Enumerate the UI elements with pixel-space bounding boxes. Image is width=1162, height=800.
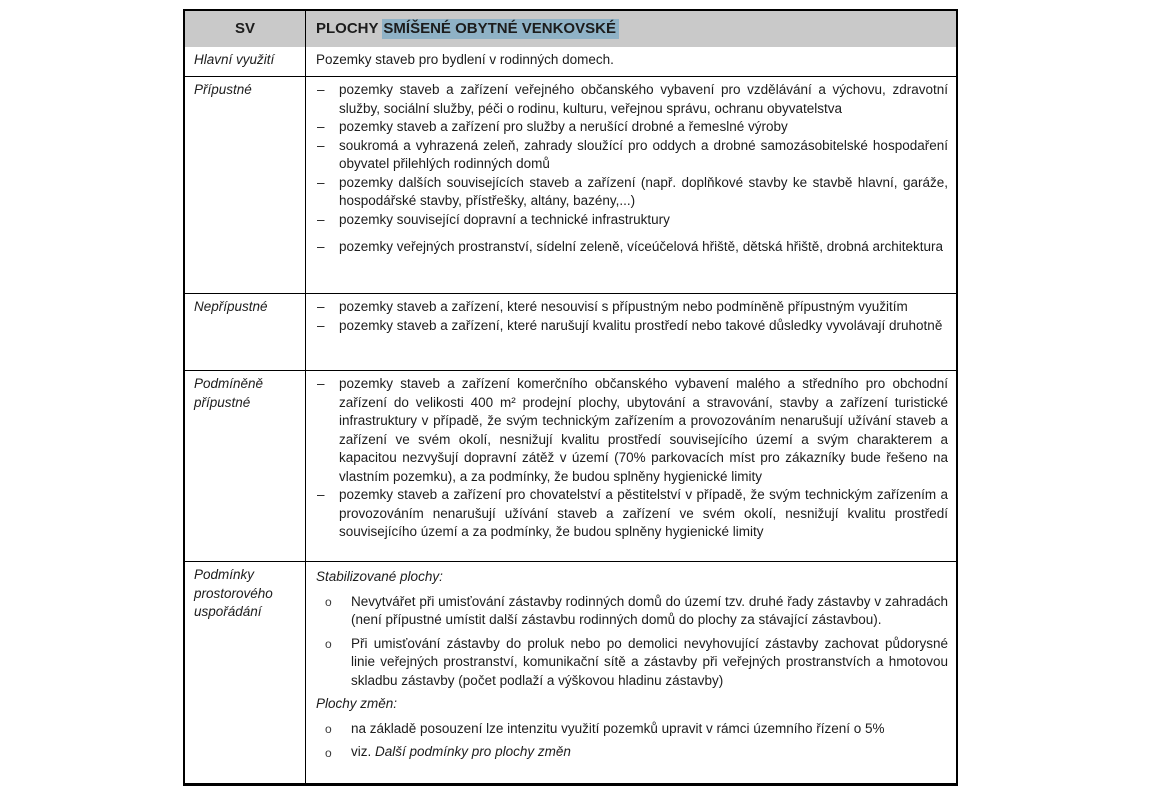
dash-bullet-icon: – [317, 174, 325, 190]
zoning-regulation-table [183, 9, 958, 786]
dash-bullet-icon: – [317, 239, 325, 254]
row-content [306, 47, 956, 76]
circle-list-item [316, 593, 948, 630]
row-label: Hlavní využití [185, 47, 306, 76]
item-text: pozemky staveb a zařízení pro chovatelství a pěstitelství v případě, že svým technickým zařízením a provozováním nenarušují užívání staveb a zařízení ve svém okolí, nesnižují kvalitu prostředí souvisejícího území a za podmínky, že budou splněny hygienické limity [339, 487, 948, 539]
item-text: Při umisťování zástavby do proluk nebo po demolici nevyhovující zástavby zachovat půdorysné linie veřejných prostranství, komunikační sítě a zástavby při veřejných prostranstvích a hmotovou skladbu zástavby (počet podlaží a výškovou hladinu zástavby) [351, 635, 948, 688]
row-label: Podmíněně přípustné [185, 371, 306, 561]
item-text: pozemky staveb a zařízení veřejného občanského vybavení pro vzdělávání a výchovu, zdravotní služby, sociální služby, péči o rodinu, kulturu, veřejnou správu, ochranu obyvatelstva [339, 82, 948, 116]
row-label: Přípustné [185, 77, 306, 293]
circle-list-item [316, 743, 948, 762]
item-text: pozemky staveb a zařízení pro služby a nerušící drobné a řemeslné výroby [339, 119, 788, 134]
item-text: pozemky veřejných prostranství, sídelní zeleně, víceúčelová hřiště, dětská hřiště, drobná architektura [339, 239, 944, 254]
row-label: Podmínky prostorového uspořádání [185, 562, 306, 783]
item-text: pozemky staveb a zařízení komerčního občanského vybavení malého a středního pro obchodní zařízení do velikosti 400 m² prodejní plochy, ubytování a stravování, stavby a zařízení turistické infrastruktury v případě, že svým technickým zařízením a provozováním nenarušují užívání staveb a zařízení ve svém okolí, nesnižují kvalitu prostředí souvisejícího území a svým charakterem a kapacitou nezvyšují dopravní zátěž v území (70% parkovacích míst pro zákazníky bude řešeno na vlastním pozemku), a za podmínky, že budou splněny hygienické limity [339, 376, 948, 484]
item-text: pozemky staveb a zařízení, které nesouvisí s přípustným nebo podmíněně přípustným využitím [339, 299, 908, 314]
circle-list-item [316, 720, 948, 739]
table-row-pripustne [185, 76, 956, 293]
item-text: na základě posouzení lze intenzitu využití pozemků upravit v rámci územního řízení o 5% [351, 720, 885, 736]
table-header-row [185, 11, 956, 47]
row-content [306, 562, 956, 783]
table-row-podminky-prostoroveho-usporadani [185, 561, 956, 783]
zone-title-prefix: PLOCHY [316, 19, 383, 37]
zone-title [306, 12, 956, 47]
row-content [306, 371, 956, 561]
row-label: Nepřípustné [185, 294, 306, 370]
item-text: pozemky související dopravní a technické infrastruktury [339, 211, 670, 227]
item-text: pozemky staveb a zařízení, které narušují kvalitu prostředí nebo takové důsledky vyvolávají druhotně [339, 317, 943, 333]
circle-bullet-icon: o [325, 745, 332, 760]
dash-list-item [316, 298, 948, 317]
dash-bullet-icon: – [317, 299, 325, 314]
subheading: Stabilizované plochy: [316, 569, 443, 584]
table-row-nepripustne [185, 293, 956, 370]
table-rows [185, 47, 956, 783]
dash-list-item [316, 174, 948, 211]
dash-bullet-icon: – [317, 137, 325, 153]
dash-bullet-icon: – [317, 82, 325, 97]
dash-list-item [316, 137, 948, 174]
table-row-hlavni-vyuziti [185, 47, 956, 76]
dash-list-item [316, 211, 948, 230]
zone-title-highlight: SMÍŠENÉ OBYTNÉ VENKOVSKÉ [382, 19, 619, 39]
table-row-podminene-pripustne [185, 370, 956, 561]
zone-code: SV [185, 11, 306, 47]
circle-bullet-icon: o [325, 595, 332, 609]
dash-bullet-icon: – [317, 119, 325, 134]
circle-bullet-icon: o [325, 637, 332, 651]
dash-bullet-icon: – [317, 376, 325, 391]
dash-list-item [316, 81, 948, 118]
text-block: Pozemky staveb pro bydlení v rodinných domech. [316, 52, 614, 67]
dash-list-item [316, 118, 948, 137]
dash-bullet-icon: – [317, 487, 325, 502]
item-text: soukromá a vyhrazená zeleň, zahrady sloužící pro oddych a drobné samozásobitelské hospodaření obyvatel přilehlých rodinných domů [339, 137, 948, 171]
circle-bullet-icon: o [325, 722, 332, 736]
row-content [306, 77, 956, 293]
dash-list-item [316, 317, 948, 336]
item-text-italic: Další podmínky pro plochy změn [375, 744, 571, 759]
dash-bullet-icon: – [317, 317, 325, 333]
item-text: pozemky dalších souvisejících staveb a zařízení (např. doplňkové stavby ke stavbě hlavní, garáže, hospodářské stavby, přístřešky, altány, bazény,...) [339, 174, 948, 208]
item-text: Nevytvářet při umisťování zástavby rodinných domů do území tzv. druhé řady zástavby v zahradách (není přípustné umístit další zástavbu rodinných domů do plochy za stávající zástavbou). [351, 593, 948, 627]
subheading: Plochy změn: [316, 696, 398, 711]
dash-list-item [316, 486, 948, 542]
item-text: viz. [351, 744, 376, 759]
dash-list-item [316, 238, 948, 257]
dash-bullet-icon: – [317, 211, 325, 227]
circle-list-item [316, 635, 948, 691]
dash-list-item [316, 375, 948, 486]
row-content [306, 294, 956, 370]
